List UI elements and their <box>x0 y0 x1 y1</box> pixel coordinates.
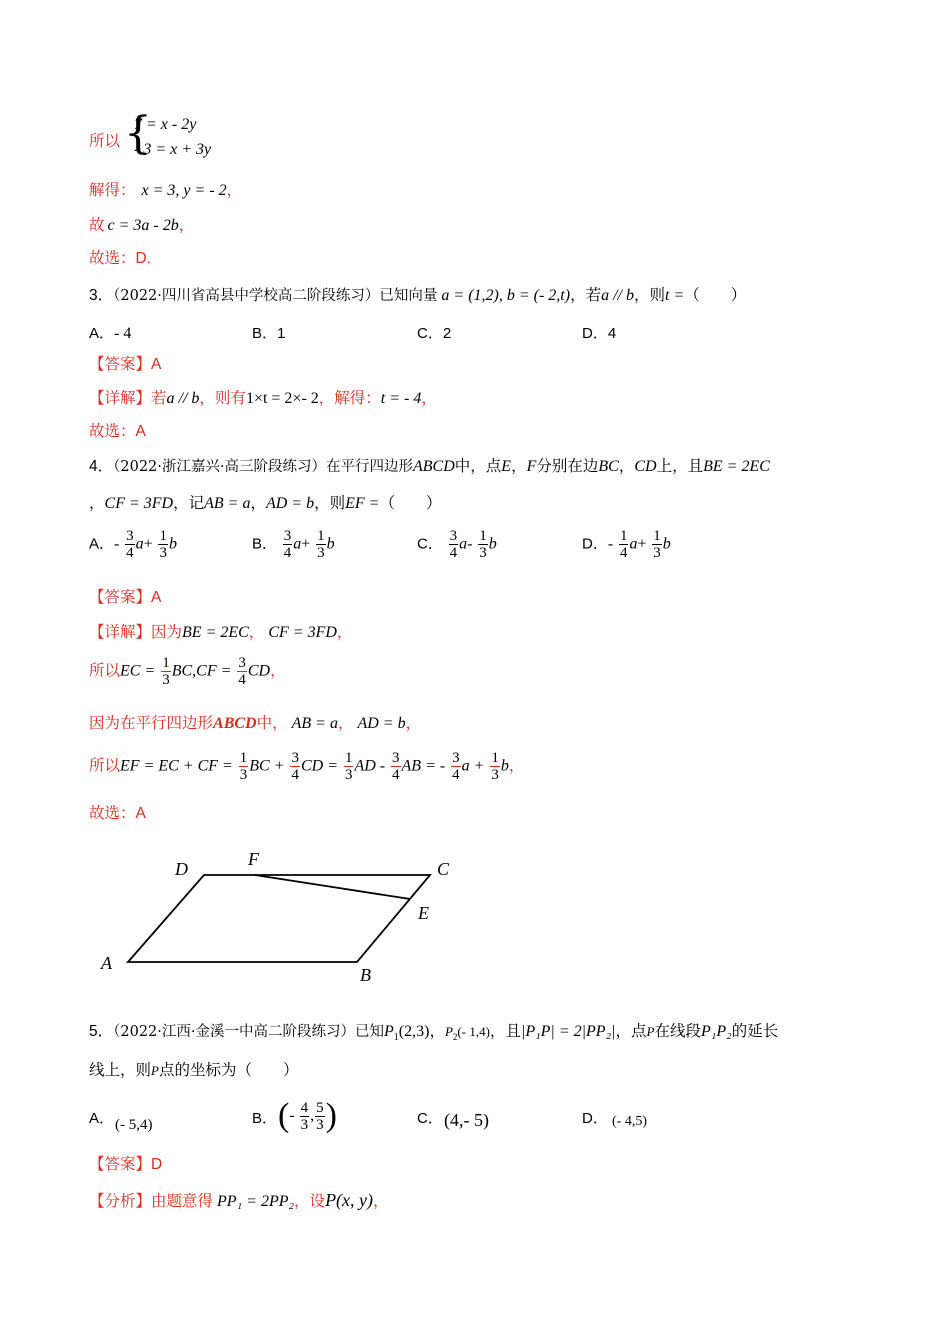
q4-detail <box>89 622 352 643</box>
q5-p: P <box>646 1024 655 1039</box>
q3-option-c-value: 2 <box>442 325 452 342</box>
q4-option-a-v1: a <box>135 535 144 553</box>
q4-step-3 <box>89 713 421 734</box>
q3-option-d-label: D． <box>582 325 608 342</box>
gu-end: ， <box>178 216 195 234</box>
q3-detail <box>89 388 437 409</box>
q4-s4-ef: EF = EC + CF = <box>120 757 233 775</box>
q4-step-2: 所以EC = $\frac{1}{3}$ BC,CF = $\frac{3}{4}$ CD， <box>89 655 286 688</box>
q3-option-b-label: B． <box>252 325 278 342</box>
q3-option-a-label: A． <box>89 325 115 342</box>
q5-p1-sub: 1 <box>393 1032 399 1044</box>
q4-option-c-v2: b <box>488 535 497 553</box>
q4-bc: BC <box>598 458 619 475</box>
q4-s2-bc: BC,CF = <box>171 662 232 680</box>
q4-s2-ec: EC = <box>120 662 156 680</box>
q4-s2-end: ， <box>270 661 286 680</box>
q4-s4-ad: AD - <box>354 757 386 775</box>
q4-detail-label: 【详解】 <box>89 623 152 641</box>
q5-analysis-eq: PP₁ = 2PP₂ <box>217 1193 295 1210</box>
q3-t-eq: t = <box>665 287 685 304</box>
q4-option-c-label: C． <box>417 535 443 553</box>
q4-cd: CD <box>634 458 657 475</box>
q5-option-c-label[interactable]: C． <box>417 1110 443 1127</box>
gu-label: 故 <box>89 216 105 234</box>
label-b: B <box>360 965 371 985</box>
q4-option-a-sign: - <box>114 535 120 553</box>
q5-p1-coord: (2,3) <box>398 1023 430 1040</box>
q3-detail-label: 【详解】 <box>89 389 152 407</box>
q3-detail-2: a // b <box>166 390 200 407</box>
q4-option-d-v1: a <box>629 535 638 553</box>
q4-s3-b: 中， <box>256 714 288 732</box>
q5-p2-sub: 2 <box>452 1032 458 1043</box>
q4-option-c[interactable] <box>417 528 497 561</box>
q3-option-a[interactable] <box>89 322 131 343</box>
q5-c2: ，且 <box>489 1022 521 1040</box>
q4-option-a-n1: 3 <box>126 528 134 544</box>
q5-option-b-label[interactable]: B． <box>252 1110 278 1127</box>
prev-guxuan: 故选：D. <box>89 250 152 267</box>
q4-option-c-n1: 3 <box>449 528 458 544</box>
q3-option-c-label: C． <box>417 325 443 342</box>
q4-option-b-label: B． <box>252 535 278 553</box>
q5-analysis-end: ， <box>373 1192 389 1210</box>
q4-s3-a: 因为在平行四边形 <box>89 714 214 732</box>
parallelogram-figure <box>95 845 475 990</box>
q5-option-a-value: (- 5,4) <box>115 1117 153 1133</box>
q3-vectors: a = (1,2), b = (- 2,t) <box>441 287 571 304</box>
q4-comma-f: ， <box>511 457 527 475</box>
gu-value: c = 3a - 2b <box>107 217 179 234</box>
q4-option-b-v2: b <box>326 535 335 553</box>
jiede-line <box>89 180 242 201</box>
q3-option-a-value: - 4 <box>114 325 132 342</box>
q4-detail-a: 因为 <box>151 623 183 641</box>
label-a: A <box>101 953 112 973</box>
q5-option-b-n2: 5 <box>316 1099 324 1116</box>
q4-stem-line-2 <box>89 493 441 514</box>
q4-ab-eq: AB = a <box>204 495 251 512</box>
q4-option-d-sign: - <box>607 535 614 553</box>
q4-option-c-op: - <box>467 535 473 553</box>
q4-option-a-label: A． <box>89 535 115 553</box>
q4-option-a-v2: b <box>168 535 177 553</box>
label-c: C <box>437 859 450 879</box>
q5-option-d-label[interactable]: D． <box>582 1110 608 1127</box>
q4-option-a-d2: 3 <box>159 545 167 561</box>
q3-detail-5: ，解得： <box>318 389 381 407</box>
q5-option-b-n1: 4 <box>300 1099 309 1116</box>
q4-detail-c: ， <box>248 623 265 641</box>
q3-guxuan: 故选：A <box>89 423 146 440</box>
q3-detail-6: t = - 4 <box>380 390 422 407</box>
q3-number: 3． <box>89 287 114 304</box>
q5-cond: |P₁P| = 2|PP₂| <box>520 1023 616 1040</box>
q4-s3-abcd: ABCD <box>213 715 257 732</box>
q4-option-d-d2: 3 <box>653 545 661 561</box>
q5-option-b-d1: 3 <box>300 1116 309 1133</box>
q3-detail-3: ，则有 <box>199 389 246 407</box>
q4-option-d-n1: 1 <box>619 528 628 544</box>
q4-s3-ad: AD = b <box>357 715 406 732</box>
gu-line <box>89 215 194 236</box>
jiede-end: ， <box>226 181 243 199</box>
q3-option-b[interactable] <box>252 322 285 343</box>
q4-option-d-n2: 1 <box>653 528 661 544</box>
q5-option-d-value: (- 4,5) <box>612 1114 647 1129</box>
q3-mid: ，若 <box>570 286 602 304</box>
q4-option-b-d2: 3 <box>317 545 325 561</box>
q4-detail-b: BE = 2EC <box>182 624 249 641</box>
label-d: D <box>175 859 188 879</box>
q4-s3-ab: AB = a <box>291 715 338 732</box>
q4-option-c-d2: 3 <box>479 545 487 561</box>
q3-parallel: a // b <box>601 287 634 304</box>
q4-s4-ab: AB = - <box>401 757 446 775</box>
q4-l2-c: ， <box>250 494 266 512</box>
q4-ef-eq: EF = <box>345 495 380 512</box>
q5-answer: 【答案】D <box>89 1156 163 1173</box>
q4-s4-b: b <box>500 757 509 775</box>
q4-option-b-op: + <box>301 535 311 553</box>
q4-option-d-label: D． <box>582 535 608 553</box>
q4-option-b-n1: 3 <box>283 528 292 544</box>
q4-option-b-n2: 1 <box>317 528 325 544</box>
q3-option-c[interactable] <box>417 322 451 343</box>
q5-analysis-p: P(x, y) <box>325 1190 374 1210</box>
q5-option-b-value: (- $\frac{4}{3}$ , $\frac{5}{3}$ ) <box>278 1097 337 1134</box>
q4-number: 4． <box>89 458 114 475</box>
q3-stem <box>89 285 746 306</box>
q4-detail-e: ， <box>336 623 353 641</box>
q5-c5: 的延长 <box>731 1022 779 1040</box>
q5-analysis <box>89 1190 389 1212</box>
q4-be-eq: BE = 2EC <box>703 458 770 475</box>
q4-step-4: 所以EF = EC + CF = $\frac{1}{3}$ BC + $\frac{3}{4}$ CD = $\frac{1}{3}$ AD - $\frac{3}{4}$ AB = - $\frac{3}{4}$ a + $\frac{1}{3}$ b， <box>89 750 525 783</box>
q5-option-b-d2: 3 <box>316 1116 324 1133</box>
q4-text-c: 分别在边 <box>536 457 599 475</box>
q3-option-b-value: 1 <box>277 325 286 342</box>
q5-number: 5． <box>89 1023 114 1040</box>
q4-option-a[interactable] <box>89 528 177 561</box>
segment-fe <box>255 875 410 899</box>
q4-option-b-v1: a <box>293 535 302 553</box>
jiede-value: x = 3, y = - 2 <box>141 182 227 199</box>
q4-option-d-v2: b <box>662 535 671 553</box>
q5-c4: 在线段 <box>654 1022 702 1040</box>
q4-guxuan: 故选：A <box>89 805 146 822</box>
q5-option-c-value: (4,- 5) <box>444 1110 489 1130</box>
label-e: E <box>418 903 429 923</box>
q5-p2: P <box>444 1024 453 1039</box>
q4-option-a-d1: 4 <box>126 545 134 561</box>
q4-option-b-d1: 4 <box>283 545 292 561</box>
q4-abcd: ABCD <box>413 458 455 475</box>
q5-c3: ，点 <box>615 1022 647 1040</box>
q4-option-d-d1: 4 <box>619 545 628 561</box>
q3-option-d[interactable] <box>582 322 616 343</box>
q4-l2-d: ，则 <box>314 494 346 512</box>
q5-analysis-b: ，设 <box>294 1192 326 1210</box>
q4-option-a-op: + <box>143 535 153 553</box>
q4-option-c-n2: 1 <box>479 528 487 544</box>
q4-s3-c: ， <box>337 714 354 732</box>
q3-tail: ，则 <box>633 286 665 304</box>
q5-l2-p: P <box>151 1063 159 1078</box>
q4-s4-label: 所以 <box>89 756 121 775</box>
q5-seg: P₁P₂ <box>701 1023 732 1040</box>
q5-l2-a: 线上，则 <box>89 1061 152 1079</box>
q4-detail-d: CF = 3FD <box>268 624 337 641</box>
q4-s4-a: a + <box>461 757 485 775</box>
q3-option-d-value: 4 <box>607 325 617 342</box>
q4-option-a-n2: 1 <box>159 528 167 544</box>
q5-stem-line-1 <box>89 1021 778 1048</box>
jiede-label: 解得： <box>89 181 136 199</box>
q5-c1: ， <box>429 1022 445 1040</box>
q4-s4-cd: CD = <box>300 757 338 775</box>
q5-stem-line-2 <box>89 1060 298 1081</box>
q4-paren: （ ） <box>379 494 442 512</box>
parallelogram-outline <box>128 875 430 962</box>
q4-s2-label: 所以 <box>89 661 121 680</box>
q3-source: （2022·四川省高县中学校高二阶段练习）已知向量 <box>113 288 438 304</box>
q4-option-d[interactable] <box>582 528 671 561</box>
label-f: F <box>248 849 259 869</box>
q4-answer: 【答案】A <box>89 589 162 606</box>
q4-e: E <box>501 458 512 475</box>
q4-s2-cd: CD <box>247 662 271 680</box>
q4-option-c-v1: a <box>459 535 468 553</box>
q4-l2-a: ， <box>89 494 105 512</box>
q4-stem-line-1 <box>89 456 770 477</box>
q5-analysis-a: 由题意得 <box>151 1192 214 1210</box>
q5-option-a-label[interactable]: A． <box>89 1110 115 1127</box>
q4-l2-b: ，记 <box>173 494 205 512</box>
q4-s3-d: ， <box>405 714 422 732</box>
q4-source: （2022·浙江嘉兴·高三阶段练习）在平行四边形 <box>113 459 413 475</box>
q5-source: （2022·江西·金溪一中高二阶段练习）已知 <box>113 1024 384 1040</box>
q4-text-b: 中，点 <box>454 457 502 475</box>
q4-s4-bc: BC + <box>249 757 285 775</box>
q4-comma-2: ， <box>618 457 635 475</box>
q4-text-d: 上，且 <box>656 457 704 475</box>
q4-ad-eq: AD = b <box>265 495 315 512</box>
q3-detail-4: 1×t = 2×- 2 <box>245 390 319 407</box>
q5-p1: P <box>384 1023 394 1040</box>
q4-s4-end: ， <box>508 756 525 775</box>
q5-analysis-label: 【分析】 <box>89 1192 152 1210</box>
q4-option-b[interactable] <box>252 528 335 561</box>
q4-f: F <box>526 458 537 475</box>
q4-option-c-d1: 4 <box>449 545 458 561</box>
q3-paren: （ ） <box>684 286 747 304</box>
q3-answer: 【答案】A <box>89 356 162 373</box>
system-line-1: 7 = x - 2y <box>134 116 197 133</box>
q4-option-d-op: + <box>637 535 647 553</box>
suoyi-label: 所以 <box>89 132 121 150</box>
system-brace: { <box>124 108 152 159</box>
q3-detail-7: ， <box>421 389 437 407</box>
system-line-2: - 3 = x + 3y <box>134 141 212 158</box>
q3-detail-1: 若 <box>151 389 167 407</box>
q5-p2-coord: (- 1,4) <box>457 1024 490 1039</box>
q5-l2-b: 点的坐标为（ ） <box>158 1061 299 1079</box>
q4-cf-eq: CF = 3FD <box>104 495 174 512</box>
